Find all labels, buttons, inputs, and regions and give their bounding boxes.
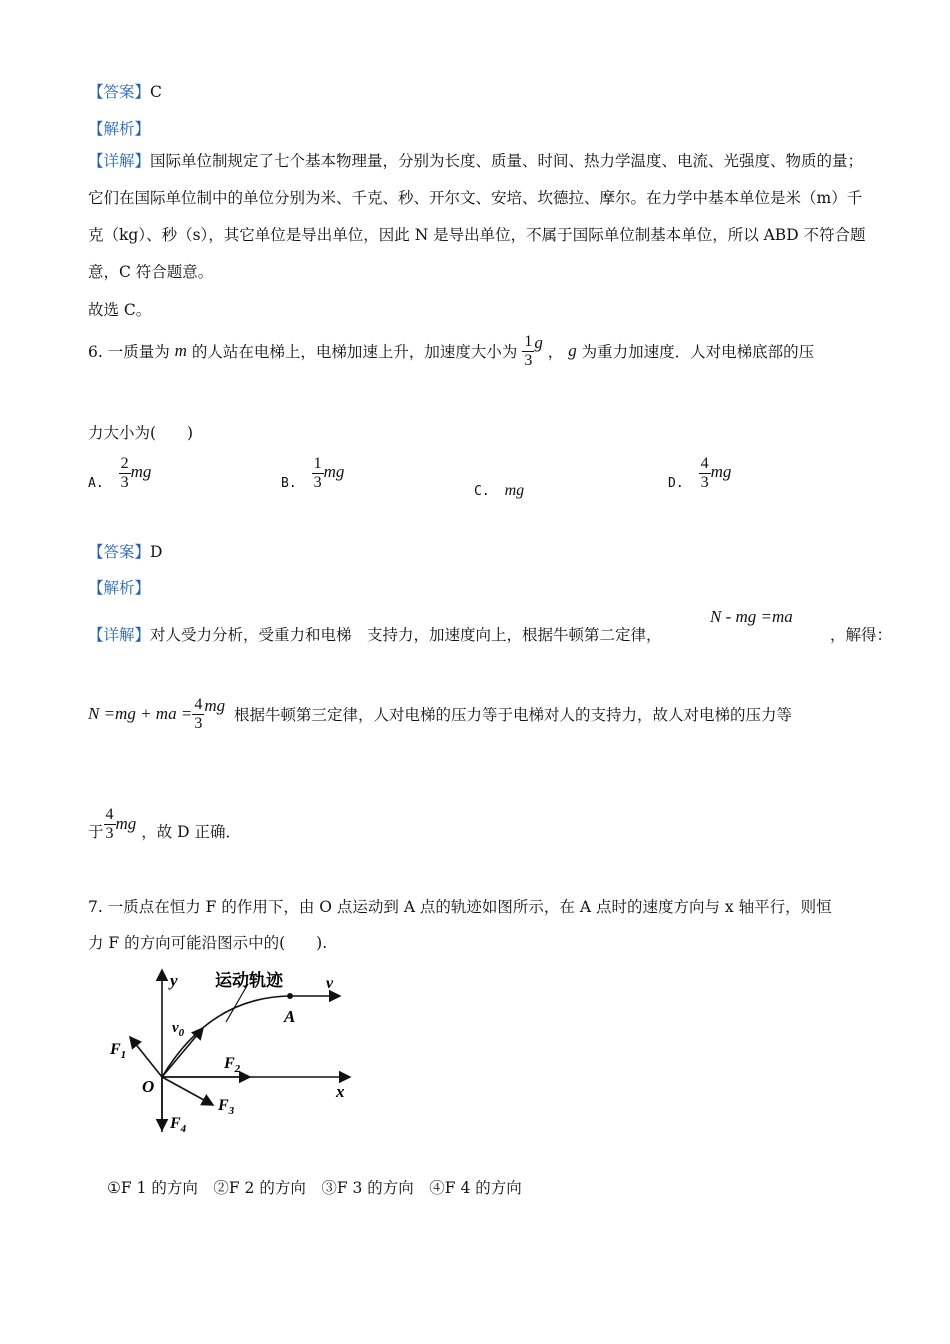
q6-stem-line2: 力大小为( ) bbox=[88, 424, 194, 442]
f1-label: $F_1$ bbox=[110, 1041, 127, 1061]
v-label: v bbox=[326, 975, 334, 992]
origin-label: O bbox=[142, 1077, 155, 1096]
force-f1-arrow bbox=[130, 1037, 162, 1077]
analysis-tag: 【解析】 bbox=[88, 120, 151, 138]
stem-text: 6. 一质量为 bbox=[88, 343, 170, 362]
q7-stem-line2: 力 F 的方向可能沿图示中的( ). bbox=[88, 934, 328, 952]
stem-text: 的人站在电梯上，电梯加速上升，加速度大小为 bbox=[191, 343, 518, 362]
analysis-tag: 【解析】 bbox=[88, 579, 151, 597]
var-g: g bbox=[568, 341, 577, 361]
q6-detail-line3: 于 $\frac{4}{3}$ mg ，故 D 正确． bbox=[88, 806, 242, 842]
point-a-label: A bbox=[284, 1007, 296, 1026]
x-label: x bbox=[336, 1082, 345, 1101]
q7-stem-line1: 7. 一质点在恒力 F 的作用下，由 O 点运动到 A 点的轨迹如图所示，在 A 点时的速度方向与 x 轴平行，则恒 bbox=[88, 898, 832, 916]
q6-answer-line bbox=[88, 540, 162, 562]
option-b[interactable]: B. $\frac{1}{3}$ mg bbox=[281, 455, 345, 492]
y-label: y bbox=[170, 971, 178, 990]
v0-label: $v_0$ bbox=[172, 1020, 185, 1039]
f4-label: $F_4$ bbox=[170, 1115, 187, 1135]
detail-text: ，解得： bbox=[830, 626, 893, 644]
answer-tag: 【答案】 bbox=[88, 83, 151, 101]
f2-label: $F_2$ bbox=[224, 1055, 241, 1075]
q7-choices: ①F 1 的方向 ②F 2 的方向 ③F 3 的方向 ④F 4 的方向 bbox=[107, 1179, 522, 1197]
equation-solve: N =mg + ma = bbox=[88, 704, 193, 724]
answer-value: D bbox=[150, 543, 163, 561]
q6-detail-line2: N =mg + ma = $\frac{4}{3}$ mg 根据牛顿第三定律，人对电梯的压力等于电梯对人的支持力，故人对电梯的压力等 bbox=[88, 696, 793, 732]
q5-conclusion: 故选 C。 bbox=[88, 301, 152, 319]
q5-answer-line bbox=[88, 80, 162, 102]
force-f3-arrow bbox=[162, 1077, 213, 1105]
q5-detail-paragraph bbox=[88, 143, 868, 291]
option-c[interactable]: C. mg bbox=[474, 482, 525, 499]
q6-detail-line1: 【详解】对人受力分析，受重力和电梯 支持力，加速度向上，根据牛顿第二定律， bbox=[88, 626, 662, 644]
q6-stem-line1: 6. 一质量为 m 的人站在电梯上，电梯加速上升，加速度大小为 $\frac{1}{3}$ g ， g 为重力加速度．人对电梯底部的压 bbox=[88, 333, 815, 369]
var-m: m bbox=[174, 341, 187, 361]
detail-tag: 【详解】 bbox=[88, 626, 151, 644]
equation-newton2: N - mg =ma bbox=[710, 607, 793, 626]
f3-label: $F_3$ bbox=[218, 1097, 235, 1117]
detail-text: 国际单位制规定了七个基本物理量，分别为长度、质量、时间、热力学温度、电流、光强度、物质的量；它们在国际单位制中的单位分别为米、千克、秒、开尔文、安培、坎德拉、摩尔。在力学中基本单位是米（m）千克（kg）、秒（s），其它单位是导出单位，因此 N 是导出单位，不属于国际单位制基本单位，所以 ABD 不符合题意，C 符合题意。 bbox=[88, 152, 866, 281]
option-d[interactable]: D. $\frac{4}{3}$ mg bbox=[668, 455, 732, 492]
var-g: g bbox=[534, 333, 543, 352]
accel-fraction: $\frac{1}{3}$ bbox=[524, 333, 533, 369]
detail-tag: 【详解】 bbox=[88, 152, 151, 170]
option-a[interactable]: A. $\frac{2}{3}$ mg bbox=[88, 455, 152, 492]
answer-tag: 【答案】 bbox=[88, 543, 151, 561]
trajectory-figure bbox=[100, 962, 360, 1142]
figure-title: 运动轨迹 bbox=[215, 971, 283, 990]
answer-value: C bbox=[150, 83, 162, 101]
